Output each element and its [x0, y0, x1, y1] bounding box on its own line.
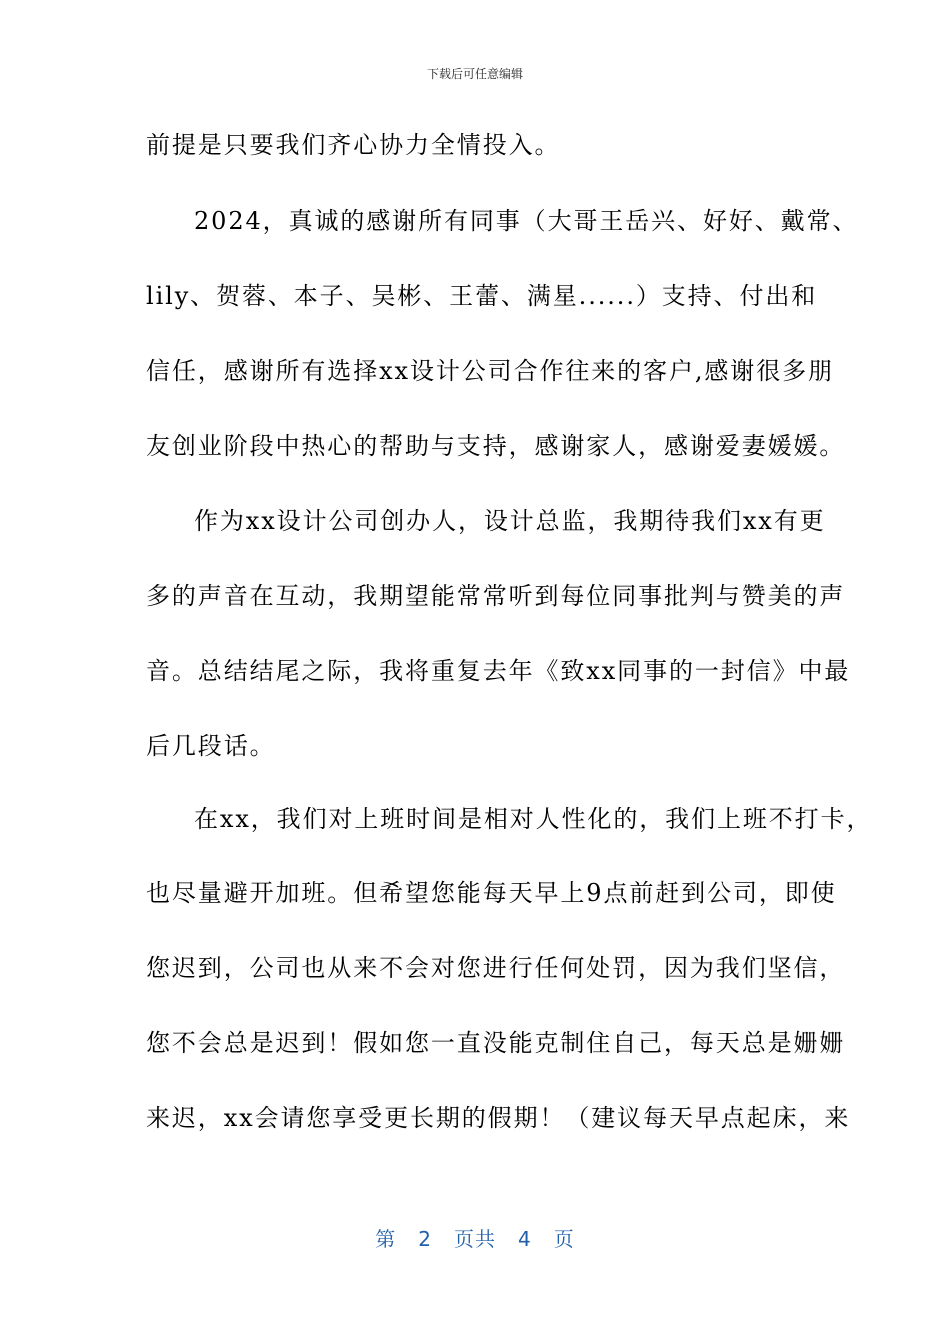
page-header: 下载后可任意编辑 [426, 67, 523, 81]
text-line-1: 前提是只要我们齐心协力全情投入。 [146, 131, 561, 159]
text-line-14: 来迟，xx会请您享受更长期的假期！（建议每天早点起床，来 [146, 1104, 851, 1132]
text-line-12: 您迟到，公司也从来不会对您进行任何处罚，因为我们坚信， [146, 954, 846, 982]
footer-di: 第 [375, 1227, 397, 1251]
text-line-9: 后几段话。 [146, 732, 276, 760]
text-line-13: 您不会总是迟到！假如您一直没能克制住自己，每天总是姗姗 [146, 1029, 846, 1057]
text-line-7: 多的声音在互动，我期望能常常听到每位同事批判与赞美的声 [146, 582, 846, 610]
text-line-11: 也尽量避开加班。但希望您能每天早上9点前赶到公司，即使 [146, 879, 837, 907]
footer-ye-gong: 页共 [454, 1227, 496, 1251]
page-footer [0, 1226, 950, 1252]
text-line-4: 信任，感谢所有选择xx设计公司合作往来的客户,感谢很多朋 [146, 357, 834, 385]
text-line-6: 作为xx设计公司创办人，设计总监，我期待我们xx有更 [194, 507, 826, 535]
text-line-2: 2024，真诚的感谢所有同事（大哥王岳兴、好好、戴常、 [194, 207, 859, 235]
footer-total-pages: 4 [518, 1227, 532, 1251]
footer-ye: 页 [553, 1227, 575, 1251]
text-line-10: 在xx，我们对上班时间是相对人性化的，我们上班不打卡， [194, 805, 873, 833]
footer-page-number: 2 [418, 1227, 432, 1251]
text-line-3: lily、贺蓉、本子、吴彬、王蕾、满星......）支持、付出和 [146, 282, 818, 310]
text-line-5: 友创业阶段中热心的帮助与支持，感谢家人，感谢爱妻媛媛。 [146, 432, 846, 460]
text-line-8: 音。总结结尾之际，我将重复去年《致xx同事的一封信》中最 [146, 657, 851, 685]
